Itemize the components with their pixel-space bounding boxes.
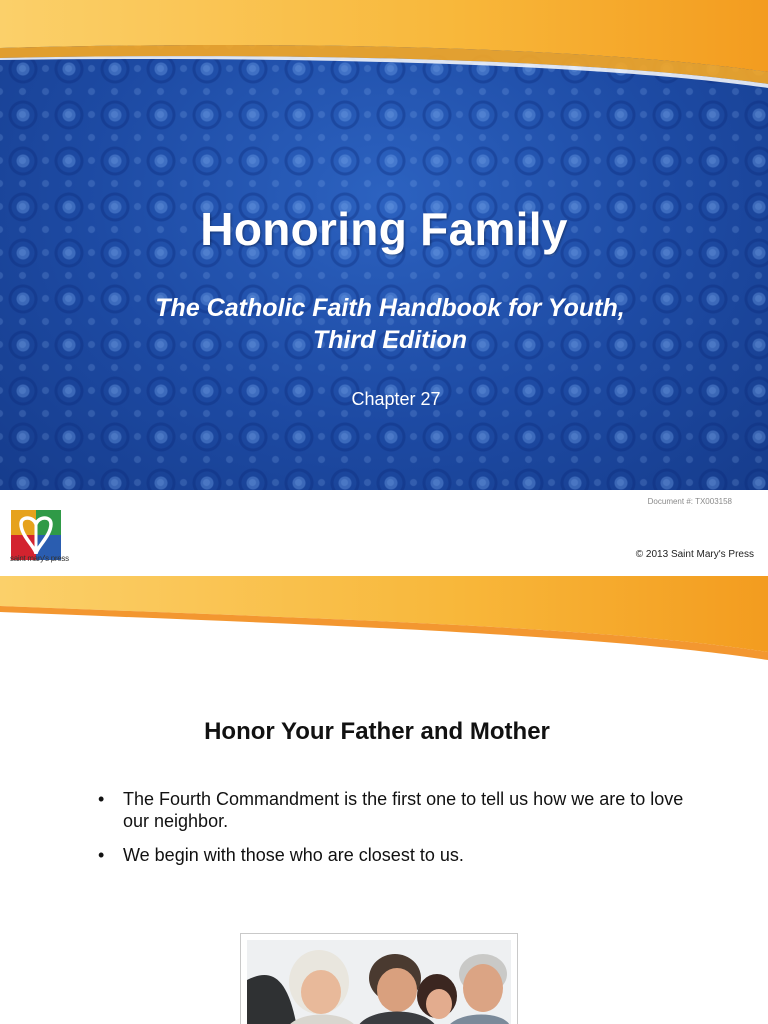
document-number: Document #: TX003158 — [647, 497, 732, 506]
slide-subtitle — [90, 292, 690, 356]
family-photo-frame — [240, 933, 518, 1024]
subtitle-line-1: The Catholic Faith Handbook for Youth, — [155, 294, 625, 322]
bullet-icon: • — [98, 845, 105, 865]
bullet-list — [98, 788, 698, 878]
subtitle-line-2: Third Edition — [312, 326, 468, 354]
family-photo-illustration-icon — [247, 940, 511, 1024]
orange-swoosh-top — [0, 576, 768, 666]
copyright-notice: © 2013 Saint Mary's Press — [635, 549, 754, 560]
chapter-label: Chapter 27 — [351, 389, 441, 409]
slide-title: Honoring Family — [200, 203, 568, 255]
list-item — [98, 788, 698, 832]
orange-swoosh-top — [0, 0, 768, 110]
logo-text: saint mary's press — [10, 554, 69, 563]
bullet-text: We begin with those who are closest to us. — [123, 845, 464, 865]
bullet-text: The Fourth Commandment is the first one to tell us how we are to love our neighbor. — [123, 789, 684, 831]
slide-heading: Honor Your Father and Mother — [204, 718, 550, 745]
bullet-icon: • — [98, 789, 105, 809]
list-item — [98, 844, 698, 866]
family-photo — [247, 940, 511, 1024]
content-slide — [0, 576, 768, 1024]
